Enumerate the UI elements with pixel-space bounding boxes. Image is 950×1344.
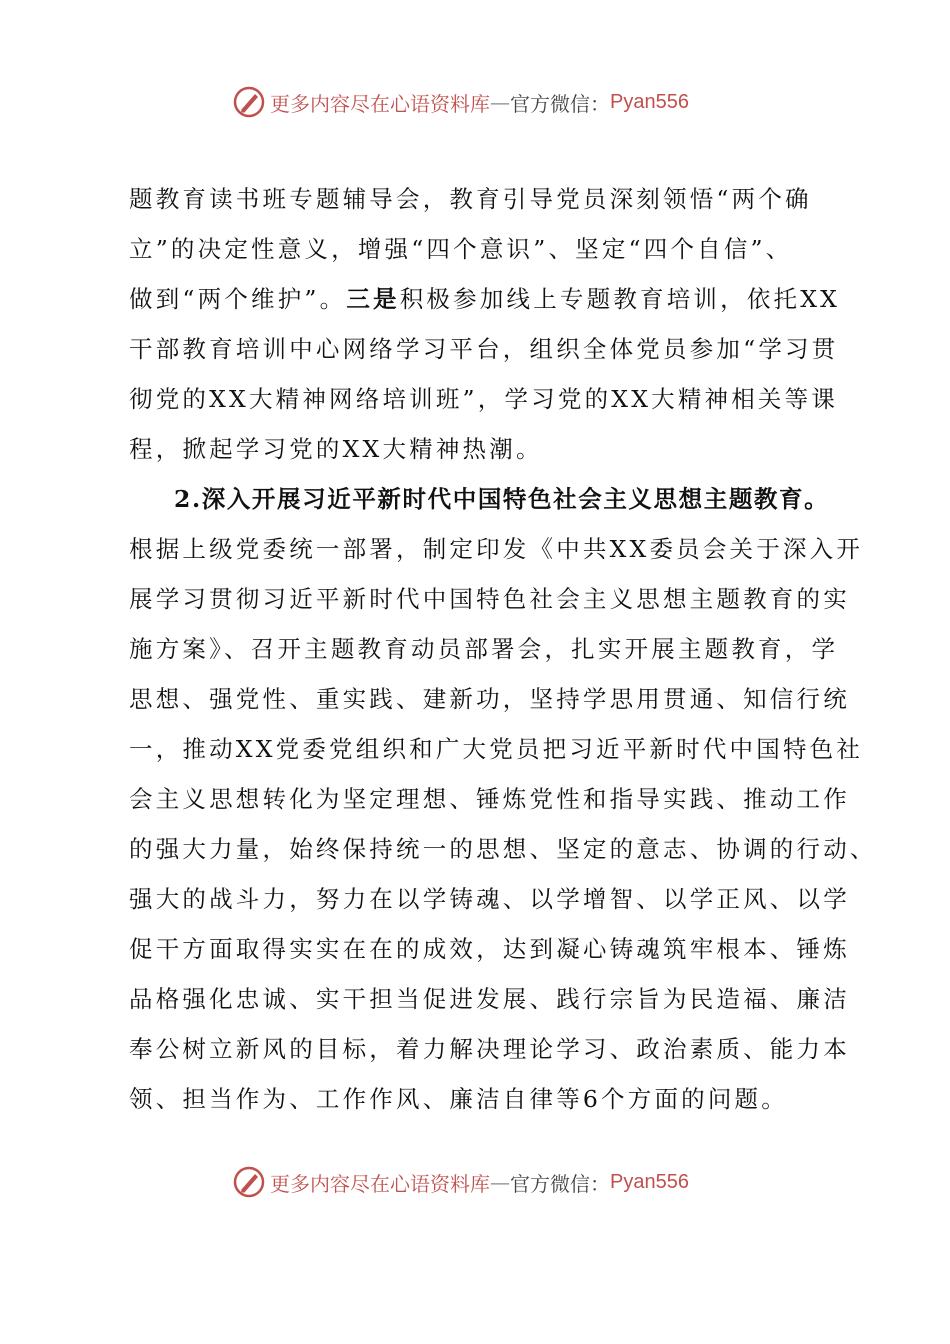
text-line: 的强大力量，始终保持统一的思想、坚定的意志、协调的行动、 — [129, 835, 877, 863]
text-line: 会主义思想转化为坚定理想、锤炼党性和指导实践、推动工作 — [129, 785, 850, 813]
document-body — [129, 174, 877, 1124]
watermark-banner-top — [232, 82, 689, 122]
text-line: 领、担当作为、工作作风、廉洁自律等6个方面的问题。 — [129, 1085, 788, 1113]
watermark-text: 更多内容尽在心语资料库 — [270, 91, 490, 116]
text-line: 根据上级党委统一部署，制定印发《中共XX委员会关于深入开 — [129, 535, 864, 563]
text-line: 思想、强党性、重实践、建新功，坚持学思用贯通、知信行统 — [129, 685, 850, 713]
pen-logo-icon — [232, 85, 266, 119]
text-line: 彻党的XX大精神网络培训班”，学习党的XX大精神相关等课 — [129, 385, 839, 413]
text-line: 促干方面取得实实在在的成效，达到凝心铸魂筑牢根本、锤炼 — [129, 935, 850, 963]
bold-emphasis: 三是 — [346, 285, 400, 313]
wechat-label: 官方微信： — [510, 91, 610, 116]
text-line — [129, 274, 841, 324]
wechat-label: 官方微信： — [510, 1171, 610, 1196]
section-heading: 2.深入开展习近平新时代中国特色社会主义思想主题教育。 — [174, 485, 830, 513]
text-line: 立”的决定性意义，增强“四个意识”、坚定“四个自信”、 — [129, 235, 793, 263]
watermark-text: 更多内容尽在心语资料库 — [270, 1171, 490, 1196]
pen-logo-icon — [232, 1165, 266, 1199]
text-line: 品格强化忠诚、实干担当促进发展、践行宗旨为民造福、廉洁 — [129, 985, 850, 1013]
wechat-id: Pyan556 — [610, 1170, 689, 1193]
watermark-dash: — — [490, 1170, 510, 1194]
text-line: 强大的战斗力，努力在以学铸魂、以学增智、以学正风、以学 — [129, 885, 850, 913]
watermark-banner-bottom — [232, 1162, 689, 1202]
text-line: 题教育读书班专题辅导会，教育引导党员深刻领悟“两个确 — [129, 185, 812, 213]
text-line: 干部教育培训中心网络学习平台，组织全体党员参加“学习贯 — [129, 335, 839, 363]
text-line: 奉公树立新风的目标，着力解决理论学习、政治素质、能力本 — [129, 1035, 850, 1063]
text-span: 积极参加线上专题教育培训，依托XX — [399, 285, 841, 313]
watermark-dash: — — [490, 90, 510, 114]
text-span: 做到“两个维护”。 — [129, 285, 347, 313]
text-line: 施方案》、召开主题教育动员部署会，扎实开展主题教育，学 — [129, 635, 839, 663]
wechat-id: Pyan556 — [610, 90, 689, 113]
text-line: 程，掀起学习党的XX大精神热潮。 — [129, 435, 543, 463]
text-line: 一，推动XX党委党组织和广大党员把习近平新时代中国特色社 — [129, 735, 864, 763]
text-line: 展学习贯彻习近平新时代中国特色社会主义思想主题教育的实 — [129, 585, 850, 613]
